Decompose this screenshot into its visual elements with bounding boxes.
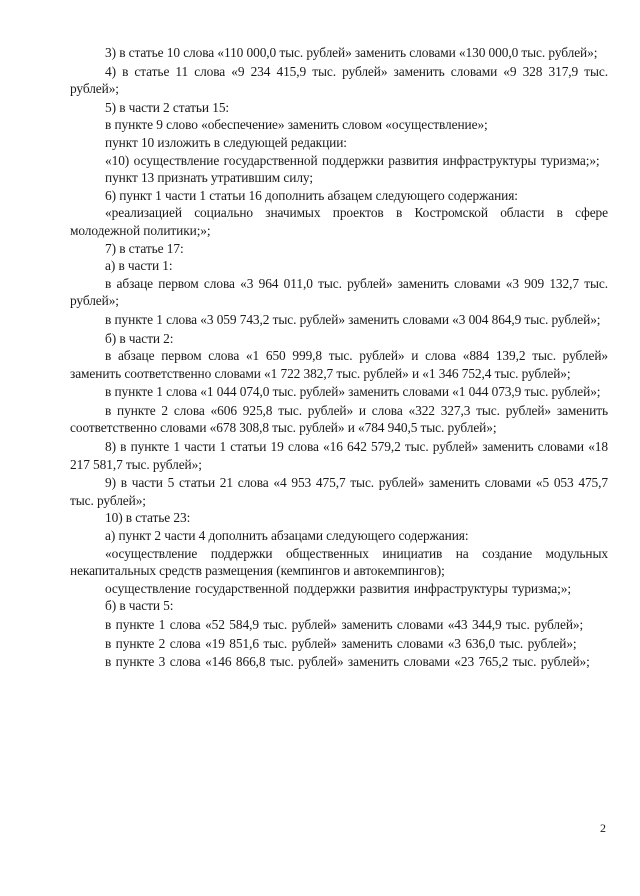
paragraph-art17-part2-item1: в пункте 1 слова «1 044 074,0 тыс. рублей» заменить словами «1 044 073,9 тыс. рублей»;	[105, 384, 601, 400]
paragraph-art16-text: «реализацией социально значимых проектов в Костромской области в сфере молодежной политики;»;	[70, 205, 608, 238]
paragraph-art15-heading: 5) в части 2 статьи 15:	[105, 99, 230, 115]
paragraph-art21: 9) в части 5 статьи 21 слова «4 953 475,7 тыс. рублей» заменить словами «5 053 475,7 тыс. рублей»;	[70, 475, 608, 508]
paragraph-art17-part1-item1: в пункте 1 слова «3 059 743,2 тыс. рублей» заменить словами «3 004 864,9 тыс. рублей»;	[105, 311, 601, 327]
paragraph-art17-part2-item2: в пункте 2 слова «606 925,8 тыс. рублей» и слова «322 327,3 тыс. рублей» заменить соответственно словами «678 308,8 тыс. рублей» и «784 940,5 тыс. рублей»;	[70, 402, 608, 436]
paragraph-art17-part2: б) в части 2:	[105, 330, 174, 346]
paragraph-art10: 3) в статье 10 слова «110 000,0 тыс. рублей» заменить словами «130 000,0 тыс. рублей»;	[105, 45, 598, 60]
paragraph-art23-part4-abz2: осуществление государственной поддержки развития инфраструктуры туризма;»;	[105, 580, 571, 596]
paragraph-art17-part1-abz1: в абзаце первом слова «3 964 011,0 тыс. рублей» заменить словами «3 909 132,7 тыс. рублей»;	[70, 275, 608, 309]
paragraph-art15-item13: пункт 13 признать утратившим силу;	[105, 170, 313, 186]
paragraph-art23-part4-abz1: «осуществление поддержки общественных инициатив на создание модульных некапитальных средств размещения (кемпингов и автокемпингов);	[70, 545, 608, 579]
paragraph-art19: 8) в пункте 1 части 1 статьи 19 слова «16 642 579,2 тыс. рублей» заменить словами «18 217 581,7 тыс. рублей»;	[70, 439, 608, 472]
paragraph-art23-part5: б) в части 5:	[105, 598, 174, 614]
paragraph-art23-part5-item1: в пункте 1 слова «52 584,9 тыс. рублей» заменить словами «43 344,9 тыс. рублей»;	[105, 617, 584, 632]
page-number: 2	[600, 821, 606, 835]
paragraph-art17-part2-abz1: в абзаце первом слова «1 650 999,8 тыс. рублей» и слова «884 139,2 тыс. рублей» заменить соответственно словами «1 722 382,7 тыс. рублей» и «1 346 752,4 тыс. рублей»;	[70, 348, 608, 381]
document-page	[70, 44, 608, 671]
paragraph-art11: 4) в статье 11 слова «9 234 415,9 тыс. рублей» заменить словами «9 328 317,9 тыс. рублей»;	[70, 63, 608, 97]
paragraph-art23-part5-item2: в пункте 2 слова «19 851,6 тыс. рублей» заменить словами «3 636,0 тыс. рублей»;	[105, 635, 577, 651]
paragraph-art23-part4: а) пункт 2 части 4 дополнить абзацами следующего содержания:	[105, 528, 469, 544]
paragraph-art17-part1: а) в части 1:	[105, 258, 173, 274]
paragraph-art15-item10-text: «10) осуществление государственной поддержки развития инфраструктуры туризма;»;	[105, 152, 600, 168]
paragraph-art23-heading: 10) в статье 23:	[105, 510, 191, 526]
paragraph-art16: 6) пункт 1 части 1 статьи 16 дополнить абзацем следующего содержания:	[105, 187, 518, 203]
paragraph-art15-item9: в пункте 9 слово «обеспечение» заменить словом «осуществление»;	[105, 117, 488, 133]
paragraph-art23-part5-item3: в пункте 3 слова «146 866,8 тыс. рублей» заменить словами «23 765,2 тыс. рублей»;	[105, 654, 590, 670]
paragraph-art15-item10-intro: пункт 10 изложить в следующей редакции:	[105, 134, 347, 150]
paragraph-art17-heading: 7) в статье 17:	[105, 240, 184, 256]
